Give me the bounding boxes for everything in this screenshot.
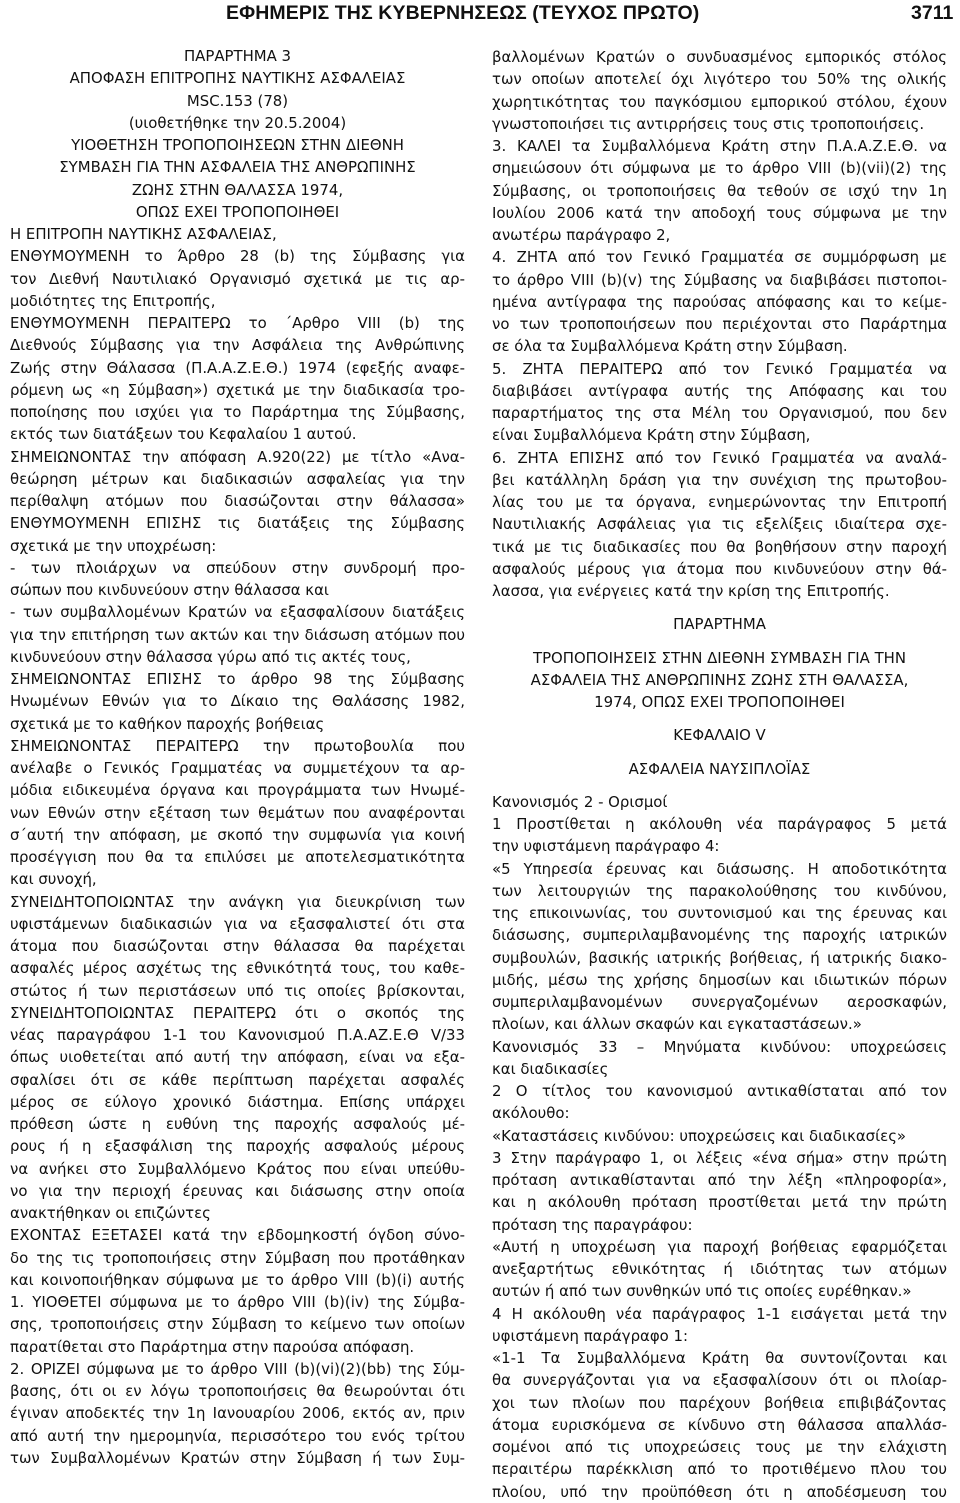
text-line: ΠΑΡΑΡΤΗΜΑ 3 (183, 47, 292, 65)
text-line: των λειτουργιών της παρακολούθησης του κινδύνου, (492, 881, 947, 900)
text-line: περίθαλψη ατόμων που διασώζονται στην θάλασσα» (10, 492, 465, 510)
text-line: το άρθρο VIII (b)(v) της Σύμβασης να διαβιβάσει πιστοποι- (492, 270, 947, 289)
text-line: νων Εθνών στην εξέταση των θεμάτων που αναφέρονται (10, 803, 465, 822)
text-line: τικά με τις διαδικασίες που θα βοηθήσουν στην παροχή (492, 537, 947, 556)
text-line: 4. ΖΗΤΑ από τον Γενικό Γραμματέα σε συμμόρφωση με (492, 248, 947, 267)
text-line: 1 Προστίθεται η ακόλουθη νέα παράγραφος 5 μετά (492, 815, 947, 833)
text-line: 3 Στην παράγραφο 1, οι λέξεις «ένα σήμα» στην πρώτη (492, 1148, 947, 1167)
text-line: νο για την περιοχή έρευνας και διάσωσης στην οποία (10, 1181, 465, 1200)
text-line: άτομα ευρισκόμενα σε κίνδυνο στη θάλασσα απαλλάσ- (492, 1415, 947, 1434)
text-line: 4 Η ακόλουθη νέα παράγραφος 1-1 εισάγεται μετά την (492, 1304, 947, 1323)
text-line: ΤΡΟΠΟΠΟΙΗΣΕΙΣ ΣΤΗΝ ΔΙΕΘΝΗ ΣΥΜΒΑΣΗ ΓΙΑ ΤΗΝ (532, 648, 907, 667)
text-line: Σύμβασης, οι τροποποιήσεις θα τεθούν σε ισχύ την 1η (492, 181, 947, 200)
text-line: (υιοθετήθηκε την 20.5.2004) (128, 113, 347, 132)
line-spacer (492, 636, 947, 647)
text-line: πλοίου, υπό την προϋπόθεση ότι η αποδέσμευση του (492, 1482, 947, 1501)
page-number: 3711 (911, 2, 954, 24)
text-line: σης, τροποποιήσεις στην Σύμβαση το κείμενο των οποίων (10, 1315, 465, 1334)
text-line: ακόλουθο: (492, 1104, 570, 1123)
text-line: σημειώσουν ότι σύμφωνα με το άρθρο VIII (b)(vii)(2) της (492, 159, 947, 178)
text-line: υφιστάμενων διαδικασιών για να εξασφαλιστεί ότι στα (10, 914, 465, 933)
text-line: ανεξαρτήτως εθνικότητας ή ιδιότητας των ατόμων (492, 1260, 947, 1278)
gazette-title: ΕΦΗΜΕΡΙΣ ΤΗΣ ΚΥΒΕΡΝΗΣΕΩΣ (ΤΕΥΧΟΣ ΠΡΩΤΟ) (226, 2, 700, 24)
text-line: «Καταστάσεις κινδύνου: υποχρεώσεις και διαδικασίες» (492, 1126, 907, 1145)
text-line: ρους ή η εξασφάλιση της παροχής ασφαλούς μέρους (10, 1137, 465, 1156)
text-line: MSC.153 (78) (186, 91, 289, 110)
text-line: δο της τις τροποποιήσεις στην Σύμβαση που προτάθηκαν (10, 1248, 465, 1267)
text-line: πρόταση αντικαθίστανται από την λέξη «πληροφορία», (492, 1171, 947, 1189)
text-line: ασφαλούς μέρους για άτομα που κινδυνεύουν στην θά- (492, 559, 947, 578)
text-line: και η ακόλουθη πρόταση προστίθεται μετά την πρώτη (492, 1193, 947, 1212)
text-line: 1974, ΟΠΩΣ ΕΧΕΙ ΤΡΟΠΟΠΟΙΗΘΕΙ (594, 693, 845, 711)
text-line: εκτός των διατάξεων του Κεφαλαίου 1 αυτού. (10, 425, 357, 444)
left-text-column (10, 45, 465, 1469)
text-line: βαλλομένων Κρατών ο συνδυασμένος εμπορικός στόλος (492, 48, 947, 66)
text-line: 3. ΚΑΛΕΙ τα Συμβαλλόμενα Κράτη στην Π.Α.Α.Ζ.Ε.Θ. να (492, 137, 947, 155)
text-line: νέας παραγράφου 1-1 του Κανονισμού Π.Α.ΑΖ.Ε.Θ V/33 (10, 1026, 465, 1044)
text-line: 6. ΖΗΤΑ ΕΠΙΣΗΣ από τον Γενικό Γραμματέα να αναλά- (492, 448, 947, 467)
text-line: προσέγγιση που θα τα επιλύσει με αποτελεσματικότητα (10, 848, 465, 866)
text-line: παρατίθεται στο Παράρτημα στην παρούσα απόφαση. (10, 1337, 415, 1356)
text-line: διάσωσης, συμπεριλαμβανομένης της παροχής ιατρικών (492, 926, 947, 945)
text-line: ΣΗΜΕΙΩΝΟΝΤΑΣ ΕΠΙΣΗΣ το άρθρο 98 της Σύμβασης (10, 670, 465, 688)
text-line: και διαδικασίες (492, 1059, 609, 1078)
text-line: - των συμβαλλομένων Κρατών να εξασφαλίσουν διατάξεις (10, 603, 465, 622)
text-line: ανακτήθηκαν οι επιζώντες (10, 1204, 211, 1222)
text-line: σε όλα τα Συμβαλλόμενα Κράτη στην Σύμβαση. (492, 337, 848, 356)
text-line: ΑΣΦΑΛΕΙΑ ΤΗΣ ΑΝΘΡΩΠΙΝΗΣ ΖΩΗΣ ΣΤΗ ΘΑΛΑΣΣΑ, (530, 670, 909, 689)
text-line: Κανονισμός 2 - Ορισμοί (492, 792, 668, 811)
text-line: ΣΥΝΕΙΔΗΤΟΠΟΙΩΝΤΑΣ ΠΕΡΑΙΤΕΡΩ ότι ο σκοπός της (10, 1003, 465, 1022)
text-line: την υφιστάμενη παράγραφο 4: (492, 837, 720, 856)
text-line: θα συνεργάζονται για να εξασφαλίσουν ότι οι πλοίαρ- (492, 1371, 947, 1390)
text-line: 5. ΖΗΤΑ ΠΕΡΑΙΤΕΡΩ από τον Γενικό Γραμματέα να (492, 359, 947, 378)
text-line: περαιτέρω παρέκκλιση από το προτιθέμενο πλου του (492, 1460, 947, 1479)
text-line: να ανήκει στο Συμβαλλόμενο Κράτος που είναι υπεύθυ- (10, 1159, 465, 1178)
text-line: ποποίησης που ισχύει για το Παράρτημα της Σύμβασης, (10, 403, 465, 421)
text-line: ΣΗΜΕΙΩΝΟΝΤΑΣ ΠΕΡΑΙΤΕΡΩ την πρωτοβουλία που (10, 736, 465, 755)
text-line: είναι Συμβαλλόμενα Κράτη στην Σύμβαση, (492, 426, 811, 445)
text-line: ανωτέρω παράγραφο 2, (492, 226, 671, 244)
text-line: ΣΥΝΕΙΔΗΤΟΠΟΙΩΝΤΑΣ την ανάγκη για διευκρίνιση των (10, 892, 465, 911)
text-line: βασης, ότι οι εν λόγω τροποποιήσεις θα θεωρούνται ότι (10, 1382, 465, 1400)
text-line: μοδιότητες της Επιτροπής, (10, 291, 216, 310)
page-header (0, 0, 960, 30)
text-line: θεώρηση μέτρων και διαδικασιών ασφαλείας για την (10, 469, 465, 488)
text-line: Ηνωμένων Εθνών για το Δίκαιο της Θαλάσσης 1982, (10, 692, 465, 711)
text-line: μόδια ειδικευμένα όργανα και προγράμματα των Ηνωμέ- (10, 781, 465, 800)
text-line: 2 Ο τίτλος του κανονισμού αντικαθίσταται από τον (492, 1082, 947, 1100)
text-line: και συνοχή, (10, 870, 97, 889)
text-line: ΕΧΟΝΤΑΣ ΕΞΕΤΑΣΕΙ κατά την εβδομηκοστή όγδοη σύνο- (10, 1226, 465, 1245)
text-line: για την επιτήρηση των ακτών και την διάσωση ατόμων που (10, 625, 465, 644)
text-line: ρόμενη ως «η Σύμβαση») σχετικά με την διαδικασία τρο- (10, 380, 465, 399)
text-line: ΠΑΡΑΡΤΗΜΑ (673, 615, 766, 634)
text-line: χοι των πλοίων που παρέχουν βοήθεια επιβιβάζοντας (492, 1393, 947, 1412)
line-spacer (492, 602, 947, 613)
text-line: Διεθνούς Σύμβασης για την Ασφάλεια της Ανθρώπινης (10, 336, 465, 355)
text-line: ΟΠΩΣ ΕΧΕΙ ΤΡΟΠΟΠΟΙΗΘΕΙ (135, 202, 340, 221)
text-line: ημένα αντίγραφα της παρούσας απόφασης και το κείμε- (492, 292, 947, 311)
text-line: νο των τροποποιήσεων που περιέχονται στο Παράρτημα (492, 315, 947, 333)
line-spacer (492, 780, 947, 791)
line-spacer (492, 713, 947, 724)
text-line: αυτών ή από των συνθηκών υπό τις οποίες ευρέθηκαν.» (492, 1282, 912, 1301)
text-line: στώτος ή των περιστάσεων υπό τις οποίες βρίσκονται, (10, 981, 465, 1000)
text-line: λίας του με τα όργανα, ενημερώνοντας την Επιτροπή (492, 493, 947, 511)
text-line: ΣΥΜΒΑΣΗ ΓΙΑ ΤΗΝ ΑΣΦΑΛΕΙΑ ΤΗΣ ΑΝΘΡΩΠΙΝΗΣ (59, 158, 416, 177)
text-line: ΕΝΘΥΜΟΥΜΕΝΗ το Άρθρο 28 (b) της Σύμβασης για (10, 247, 465, 266)
text-line: όπως υιοθετείται από αυτή την απόφαση, είναι να εξα- (10, 1048, 465, 1067)
text-line: Ιουλίου 2006 κατά την αποδοχή τους σύμφωνα με την (492, 203, 947, 222)
text-line: 1. ΥΙΟΘΕΤΕΙ σύμφωνα με το άρθρο VIII (b)(iv) της Σύμβα- (10, 1293, 465, 1311)
text-line: σφαλίσει ότι σε κάθε περίπτωση παρέχεται ασφαλές (10, 1070, 465, 1089)
text-line: βει κατάλληλη δράση για την συνέχιση της πρωτοβου- (492, 470, 947, 489)
text-line: Ναυτιλιακής Ασφάλειας για τις εξελίξεις ιδιαίτερα σχε- (492, 515, 947, 534)
text-line: από αυτή την ημερομηνία, περισσότερο του ενός τρίτου (10, 1426, 465, 1445)
text-line: πρόθεση ώστε η ευθύνη της παροχής ασφαλούς μέ- (10, 1115, 465, 1133)
text-line: Ζωής στην Θάλασσα (Π.Α.Α.Ζ.Ε.Θ.) 1974 (εφεξής αναφε- (10, 358, 465, 377)
text-line: ΑΣΦΑΛΕΙΑ ΝΑΥΣΙΠΛΟΪΑΣ (628, 759, 811, 778)
text-line: μέρος σε εύλογο χρονικό διάστημα. Επίσης υπάρχει (10, 1092, 465, 1111)
text-line: των οποίων αποτελεί όχι λιγότερο του 50% της ολικής (492, 70, 947, 89)
text-line: Η ΕΠΙΤΡΟΠΗ ΝΑΥΤΙΚΗΣ ΑΣΦΑΛΕΙΑΣ, (10, 225, 277, 243)
text-line: ασφαλές μέρος ασχέτως της εθνικότητά τους, του καθε- (10, 959, 465, 978)
text-line: παραρτήματος της στα Μέλη του Οργανισμού, που δεν (492, 404, 947, 422)
text-line: πρόταση της παραγράφου: (492, 1215, 693, 1234)
text-line: κινδυνεύουν στην θάλασσα γύρω από τις ακτές τους, (10, 647, 411, 666)
line-spacer (492, 747, 947, 758)
text-line: σχετικά με την υποχρέωση: (10, 536, 217, 555)
text-line: σ΄αυτή την απόφαση, με σκοπό την συμφωνία για κοινή (10, 825, 465, 844)
text-line: σομένοι από τις υποχρεώσεις τους με την ελάχιστη (492, 1438, 947, 1456)
text-line: «Αυτή η υποχρέωση για παροχή βοήθειας εφαρμόζεται (492, 1237, 947, 1256)
text-line: γνωστοποιήσει τις αντιρρήσεις τους στις τροποποιήσεις. (492, 114, 925, 133)
text-line: ανέλαβε ο Γενικός Γραμματέας να συμμετέχουν τα αρ- (10, 759, 465, 777)
text-line: της επικοινωνίας, του συντονισμού και της έρευνας και (492, 904, 947, 922)
text-line: συμβουλών, βασικής ιατρικής βοήθειας, ή ιατρικής διακο- (492, 948, 947, 967)
text-line: ΚΕΦΑΛΑΙΟ V (673, 726, 766, 745)
text-line: λασσα, για ενέργειες κατά την κρίση της Επιτροπής. (492, 582, 890, 600)
text-line: υφιστάμενη παράγραφο 1: (492, 1326, 688, 1345)
text-line: σχετικά με το καθήκον παροχής βοήθειας (10, 714, 325, 733)
text-line: συμπεριλαμβανομένων συνεργαζομένων αεροσκαφών, (492, 993, 947, 1011)
text-line: σώπων που κινδυνεύουν στην θάλασσα και (10, 581, 329, 599)
text-line: ΕΝΘΥΜΟΥΜΕΝΗ ΕΠΙΣΗΣ τις διατάξεις της Σύμβασης (10, 514, 465, 533)
text-line: των Συμβαλλομένων Κρατών στην Σύμβαση ή των Συμ- (10, 1448, 465, 1467)
text-line: ΖΩΗΣ ΣΤΗΝ ΘΑΛΑΣΣΑ 1974, (131, 180, 344, 199)
text-line: τον Διεθνή Ναυτιλιακό Οργανισμό σχετικά με τις αρ- (10, 269, 465, 288)
text-line: ΑΠΟΦΑΣΗ ΕΠΙΤΡΟΠΗΣ ΝΑΥΤΙΚΗΣ ΑΣΦΑΛΕΙΑΣ (69, 69, 406, 88)
text-line: - των πλοιάρχων να σπεύδουν στην συνδρομή προ- (10, 558, 465, 577)
text-line: ΣΗΜΕΙΩΝΟΝΤΑΣ την απόφαση Α.920(22) με τίτλο «Ανα- (10, 447, 465, 466)
text-line: μιδής, μέσω της χρήσης δημοσίων και ιδιωτικών πόρων (492, 970, 947, 989)
text-line: ΥΙΟΘΕΤΗΣΗ ΤΡΟΠΟΠΟΙΗΣΕΩΝ ΣΤΗΝ ΔΙΕΘΝΗ (71, 136, 404, 154)
text-line: Κανονισμός 33 – Μηνύματα κινδύνου: υποχρεώσεις (492, 1037, 947, 1056)
text-line: πλοίων, και άλλων σκαφών και εγκαταστάσεων.» (492, 1015, 862, 1034)
text-line: «1-1 Τα Συμβαλλόμενα Κράτη θα συντονίζονται και (492, 1349, 947, 1367)
text-line: «5 Υπηρεσία έρευνας και διάσωσης. Η αποδοτικότητα (492, 859, 947, 878)
text-line: χωρητικότητας του παγκόσμιου εμπορικού στόλου, έχουν (492, 92, 947, 111)
text-line: και κοινοποιήθηκαν σύμφωνα με το άρθρο VIII (b)(i) αυτής (10, 1270, 465, 1289)
text-line: 2. ΟΡΙΖΕΙ σύμφωνα με το άρθρο VIII (b)(vi)(2)(bb) της Σύμ- (10, 1359, 465, 1378)
text-line: έγιναν αποδεκτές την 1η Ιανουαρίου 2006, εκτός αν, πριν (10, 1404, 465, 1423)
right-text-column (492, 46, 947, 1503)
text-line: διαβιβάσει αντίγραφα αυτής της Απόφασης και του (492, 381, 947, 400)
text-line: άτομα που διασώζονται στην θάλασσα θα παρέχεται (10, 937, 465, 955)
text-line: ΕΝΘΥΜΟΥΜΕΝΗ ΠΕΡΑΙΤΕΡΩ το ΄Αρθρο VIII (b) της (10, 314, 465, 332)
